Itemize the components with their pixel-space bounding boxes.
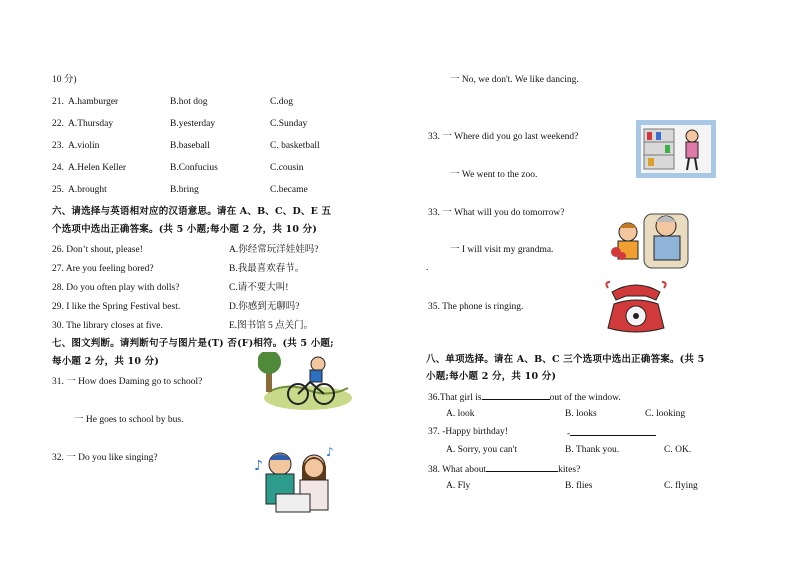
section8-heading-line1: 八、单项选择。请在 A、B、C 三个选项中选出正确答案。(共 5 [426,354,705,365]
q37-option-a: A. Sorry, you can't [446,445,518,455]
q33a-answer: 一 We went to the zoo. [450,170,538,180]
q38-blank[interactable] [486,462,558,472]
q33b-answer: 一 I will visit my grandma. [450,245,554,255]
q30-en: 30. The library closes at five. [52,321,163,331]
q24-a: A.Helen Keller [68,163,127,173]
q36-option-a: A. look [446,409,475,419]
q29-zh: D.你感到无聊吗? [229,302,300,312]
q22-c: C.Sunday [270,119,308,129]
section7-heading-line2: 每小题 2 分，共 10 分) [52,356,160,367]
q31-answer: 一 He goes to school by bus. [74,415,184,425]
q36-blank[interactable] [482,390,550,400]
q24-c: C.cousin [270,163,304,173]
q29-en: 29. I like the Spring Festival best. [52,302,181,312]
section7-heading-line1: 七、图文判断。请判断句子与图片是(T) 否(F)相符。(共 5 小题; [52,338,334,349]
q37-option-b: B. Thank you. [565,445,620,455]
q35-text: 35. The phone is ringing. [428,302,524,312]
q25-num: 25. [52,185,64,195]
q38-option-a: A. Fly [446,481,471,491]
q22-num: 22. [52,119,64,129]
q36-stem-pre: 36.That girl is [428,393,482,403]
q36-stem [428,390,621,404]
q38-stem-post: kites? [558,465,581,475]
q27-zh: B.我最喜欢春节。 [229,264,305,274]
q21-b: B.hot dog [170,97,208,107]
q38-option-c: C. flying [664,481,698,491]
q32-answer: 一 No, we don't. We like dancing. [450,75,579,85]
q24-b: B.Confucius [170,163,218,173]
q36-stem-post: out of the window. [549,393,621,403]
ringing-phone-picture [600,280,672,336]
grandma-visit-picture [610,206,694,272]
q38-stem-pre: 38. What about [428,465,487,475]
q26-zh: A.你经常玩洋娃娃吗? [229,245,319,255]
q24-num: 24. [52,163,64,173]
q30-zh: E.图书馆 5 点关门。 [229,321,314,331]
svg-text:♪: ♪ [326,445,334,459]
children-singing-picture [252,440,342,522]
q38-option-b: B. flies [565,481,593,491]
q23-c: C. basketball [270,141,320,151]
q28-zh: C.请不要大叫! [229,283,289,293]
q37-option-c: C. OK. [664,445,692,455]
q37-dash: - [567,429,571,439]
zoo-picture [636,120,716,178]
q37-blank[interactable] [570,426,656,436]
section8-heading-line2: 小题;每小题 2 分，共 10 分) [426,371,557,382]
q22-a: A.Thursday [68,119,114,129]
q21-c: C.dog [270,97,293,107]
q21-num: 21. [52,97,64,107]
stray-dot: . [426,263,429,273]
q27-en: 27. Are you feeling bored? [52,264,154,274]
q37-reply [567,426,656,440]
q25-b: B.bring [170,185,199,195]
section6-heading-line2: 个选项中选出正确答案。(共 5 小题;每小题 2 分，共 10 分) [52,224,318,235]
section6-heading-line1: 六、请选择与英语相对应的汉语意思。请在 A、B、C、D、E 五 [52,206,332,217]
q23-num: 23. [52,141,64,151]
svg-text:♪: ♪ [254,458,263,474]
q37-stem: 37. -Happy birthday! [428,427,508,437]
q28-en: 28. Do you often play with dolls? [52,283,180,293]
q38-stem [428,462,580,476]
continued-score: 10 分) [52,75,77,85]
q22-b: B.yesterday [170,119,216,129]
q33b-question: 33. 一 What will you do tomorrow? [428,208,565,218]
q21-a: A.hamburger [68,97,119,107]
boy-cycling-picture [258,352,354,412]
q32-question: 32. 一 Do you like singing? [52,453,158,463]
q36-option-b: B. looks [565,409,597,419]
q31-question: 31. 一 How does Daming go to school? [52,377,203,387]
q23-b: B.baseball [170,141,210,151]
q26-en: 26. Don’t shout, please! [52,245,143,255]
q23-a: A.violin [68,141,100,151]
q25-a: A.brought [68,185,107,195]
q33a-question: 33. 一 Where did you go last weekend? [428,132,579,142]
q25-c: C.became [270,185,308,195]
q36-option-c: C. looking [645,409,686,419]
